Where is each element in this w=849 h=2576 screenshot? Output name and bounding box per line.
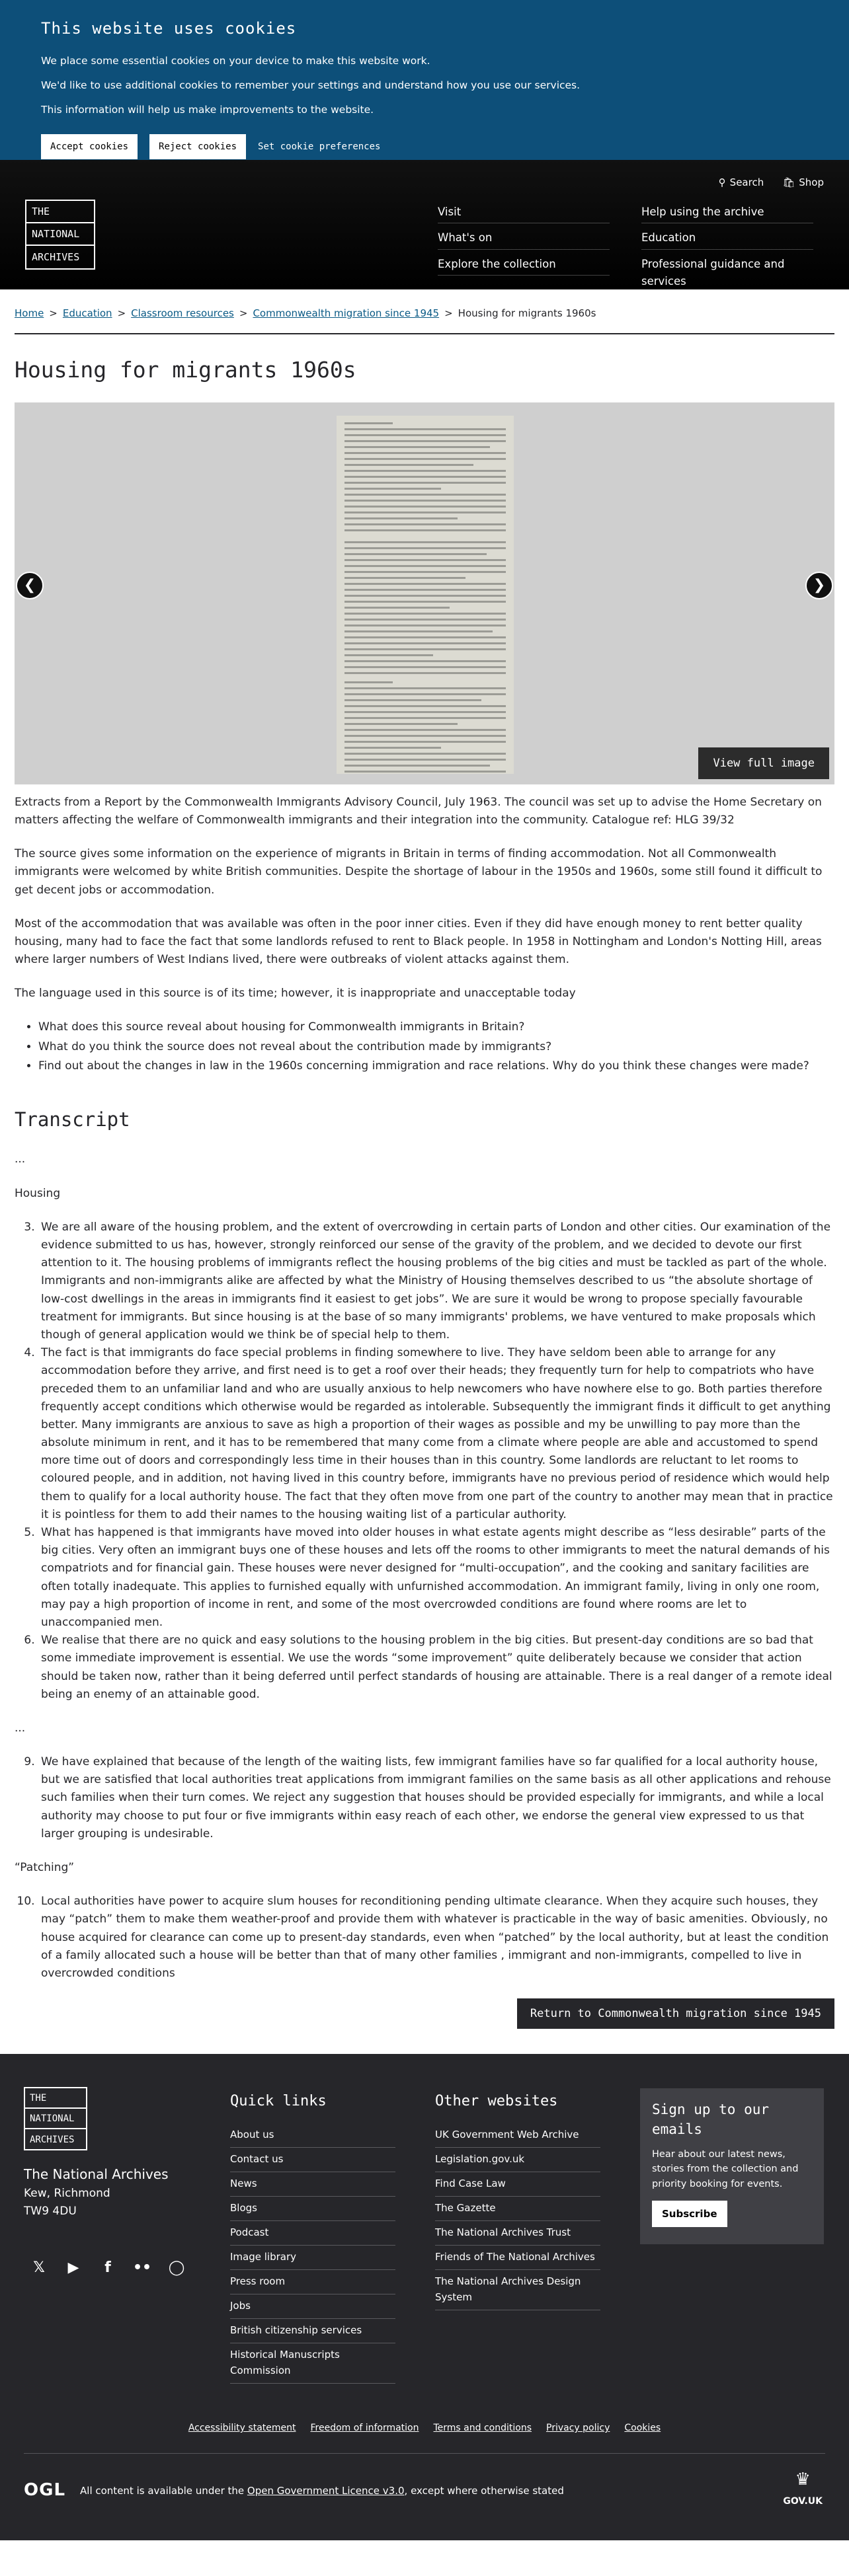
breadcrumb-commonwealth-migration[interactable]: Commonwealth migration since 1945 — [253, 307, 440, 319]
site-logo[interactable] — [25, 200, 95, 270]
shop-link[interactable] — [782, 174, 824, 190]
legal-link-privacy[interactable]: Privacy policy — [546, 2423, 610, 2434]
cookie-preferences-link[interactable]: Set cookie preferences — [258, 141, 381, 152]
logo-line-2: NATIONAL — [25, 2109, 86, 2129]
footer-link-contact[interactable]: Contact us — [230, 2148, 395, 2172]
cookie-title: This website uses cookies — [41, 19, 297, 38]
breadcrumb-education[interactable]: Education — [62, 307, 112, 319]
licence-link[interactable]: Open Government Licence v3.0 — [247, 2484, 405, 2497]
legal-link-foi[interactable]: Freedom of information — [310, 2423, 419, 2434]
footer-link-case-law[interactable]: Find Case Law — [435, 2172, 600, 2197]
subscribe-button[interactable]: Subscribe — [652, 2201, 727, 2227]
main-content — [15, 794, 834, 1075]
breadcrumb-classroom-resources[interactable]: Classroom resources — [131, 307, 234, 319]
cookie-text-2: We'd like to use additional cookies to remember your settings and understand how you use our services. — [41, 79, 581, 92]
transcript-heading: Transcript — [15, 1108, 130, 1131]
document-page-1 — [337, 416, 514, 544]
other-websites-title: Other websites — [435, 2093, 558, 2110]
transcript-list — [38, 1893, 834, 1983]
list-item: 3. We are all aware of the housing problem, and the extent of overcrowding in certain parts of London and other cities. Our examination of the evidence submitted to us has, however, strongly reinforced our sense of the gravity of the problem, and we decided to devote our first attention to it. The housing problems of immigrants reflect the housing problems of the big cities and must be tackled as part of the whole. Immigrants and non-immigrants alike are affected by what the Ministry of Housing themselves described to us “the absolute shortage of low-cost dwellings in the areas in immigrants find it easiest to get jobs”. We are sure it would be wrong to propose specially favourable treatment for immigrants. But since housing is at the base of so many immigrants' problems, we have ventured to make proposals which though of general application would we think be of special help to them. — [38, 1219, 834, 1344]
list-item: • What does this source reveal about housing for Commonwealth immigrants in Britain? — [38, 1018, 834, 1036]
govuk-label: GOV.UK — [783, 2495, 823, 2507]
facebook-icon[interactable]: f — [104, 2259, 111, 2276]
breadcrumb-separator: > — [239, 307, 248, 319]
nav-whats-on[interactable]: What's on — [438, 229, 610, 249]
cookie-text-1: We place some essential cookies on your device to make this website work. — [41, 55, 430, 67]
previous-image-button[interactable] — [16, 572, 44, 599]
return-to-collection-button[interactable]: Return to Commonwealth migration since 1945 — [517, 1998, 834, 2029]
licence-text — [80, 2483, 564, 2499]
nav-professional-guidance[interactable]: Professional guidance and services — [641, 256, 813, 293]
accept-cookies-button[interactable]: Accept cookies — [41, 134, 138, 159]
logo-line-1: THE — [25, 2088, 86, 2109]
shopping-bag-icon: 🛍 — [782, 176, 795, 188]
signup-title: Sign up to our emails — [652, 2102, 770, 2137]
search-label: Search — [729, 176, 764, 188]
document-image-viewer[interactable] — [15, 402, 834, 784]
other-websites — [435, 2090, 600, 2310]
search-icon: ⚲ — [718, 176, 726, 188]
reject-cookies-button[interactable]: Reject cookies — [149, 134, 246, 159]
intro-paragraph-2: Most of the accommodation that was available was often in the poor inner cities. Even if they did have enough money to rent better quality housing, many had to face the fact that some landlords refused to rent to Black people. In 1958 in Nottingham and London's Notting Hill, areas where larger numbers of West Indians lived, there were outbreaks of violent attacks against them. — [15, 917, 822, 967]
list-item: 6. We realise that there are no quick and easy solutions to the housing problem in the big cities. But present-day conditions are so bad that some immediate improvement is essential. We use the words “some improvement” quite deliberately because we consider that action should be taken now, rather than it being deferred until perfect standards of housing are attainable. There is a real danger of a remote ideal being an enemy of an attainable good. — [38, 1632, 834, 1704]
intro-paragraph-1: The source gives some information on the experience of migrants in Britain in terms of finding accommodation. Not all Commonwealth immigrants were welcomed by white British communities. Despite the shortage of labour in the 1950s and 1960s, some still found it difficult to get decent jobs or accommodation. — [15, 847, 823, 897]
footer-link-gazette[interactable]: The Gazette — [435, 2197, 600, 2221]
crown-icon: ♛ — [795, 2470, 811, 2490]
list-item: • Find out about the changes in law in the 1960s concerning immigration and race relations. Why do you think these changes were made? — [38, 1057, 834, 1075]
legal-link-cookies[interactable]: Cookies — [624, 2423, 661, 2434]
nav-help-archive[interactable]: Help using the archive — [641, 204, 813, 223]
quick-links — [230, 2090, 395, 2384]
list-item: 5. What has happened is that immigrants have moved into older houses in what estate agents might describe as “less desirable” parts of the big cities. Very often an immigrant buys one of these houses and lets off the rooms to other immigrants to meet the natural demands of his compatriots and for financial gain. These houses were never designed for “multi-occupation”, and the cooking and sanitary facilities are often totally inadequate. This applies to furnished equally with unfurnished accommodation. An immigrant family, living in only one room, may pay a high proportion of income in rent, and some of the most overcrowded conditions are found where rooms are let to unaccompanied men. — [38, 1524, 834, 1632]
questions-list — [38, 1018, 834, 1075]
breadcrumb-separator: > — [49, 307, 58, 319]
footer-link-hmc[interactable]: Historical Manuscripts Commission — [230, 2343, 395, 2384]
licence-text-pre: All content is available under the — [80, 2484, 247, 2497]
transcript-body — [15, 1151, 834, 1983]
search-link[interactable] — [719, 174, 764, 190]
footer-link-podcast[interactable]: Podcast — [230, 2221, 395, 2246]
breadcrumb-current: Housing for migrants 1960s — [458, 307, 596, 319]
chevron-left-icon: ❮ — [23, 577, 36, 594]
footer-link-trust[interactable]: The National Archives Trust — [435, 2221, 600, 2246]
transcript-subheading-patching: “Patching” — [15, 1861, 75, 1874]
page-title: Housing for migrants 1960s — [15, 357, 356, 383]
address-line-2: TW9 4DU — [24, 2205, 77, 2218]
legal-link-terms[interactable]: Terms and conditions — [433, 2423, 532, 2434]
footer-link-press-room[interactable]: Press room — [230, 2270, 395, 2294]
nav-visit[interactable]: Visit — [438, 204, 610, 223]
utility-links — [719, 174, 824, 190]
signup-text: Hear about our latest news, stories from the collection and priority booking for events. — [652, 2148, 799, 2189]
youtube-icon[interactable]: ▶ — [67, 2259, 79, 2276]
footer-link-friends[interactable]: Friends of The National Archives — [435, 2246, 600, 2270]
legal-links — [0, 2421, 849, 2435]
transcript-ellipsis: ... — [15, 1721, 26, 1735]
footer-link-news[interactable]: News — [230, 2172, 395, 2197]
list-item: • What do you think the source does not reveal about the contribution made by immigrants? — [38, 1038, 834, 1056]
shop-label: Shop — [799, 176, 824, 188]
transcript-ellipsis: ... — [15, 1153, 26, 1166]
chevron-right-icon: ❯ — [813, 577, 826, 594]
footer-link-design-system[interactable]: The National Archives Design System — [435, 2270, 600, 2310]
cookie-actions — [41, 134, 808, 159]
document-page-2 — [337, 535, 514, 675]
language-notice: The language used in this source is of its time; however, it is inappropriate and unacceptable today — [15, 987, 576, 1001]
main-nav-left — [438, 204, 610, 276]
footer-divider — [24, 2453, 825, 2454]
x-icon[interactable]: 𝕏 — [33, 2259, 45, 2276]
footer-link-citizenship[interactable]: British citizenship services — [230, 2319, 395, 2343]
transcript-list — [38, 1219, 834, 1704]
organisation-name: The National Archives — [24, 2166, 169, 2183]
list-item: 10. Local authorities have power to acquire slum houses for reconditioning pending ultimate clearance. When they acquire such houses, they may “patch” them to make them weather-proof and provide them with whatever is practicable in the way of basic amenities. Obviously, no house acquired for clearance can come up to present-day standards, even when “patched” by the local authority, but at least the condition of a family allocated such a house will be better than that of many other families , immigrant and non-immigrants, compelled to live in overcrowded conditions — [38, 1893, 834, 1983]
image-caption: Extracts from a Report by the Commonwealth Immigrants Advisory Council, July 1963. The council was set up to advise the Home Secretary on matters affecting the welfare of Commonwealth immigrants and their integration into the community. Catalogue ref: HLG 39/32 — [15, 795, 822, 827]
social-links — [29, 2257, 186, 2277]
cookie-text-3: This information will help us make improvements to the website. — [41, 103, 374, 116]
footer-address — [24, 2164, 169, 2220]
flickr-icon[interactable]: •• — [132, 2259, 152, 2276]
footer-logo[interactable] — [24, 2087, 87, 2150]
footer-link-image-library[interactable]: Image library — [230, 2246, 395, 2270]
footer-link-jobs[interactable]: Jobs — [230, 2294, 395, 2319]
transcript-subheading-housing: Housing — [15, 1186, 61, 1200]
govuk-logo[interactable] — [783, 2466, 823, 2509]
footer-link-blogs[interactable]: Blogs — [230, 2197, 395, 2221]
legal-link-accessibility[interactable]: Accessibility statement — [188, 2423, 296, 2434]
next-image-button[interactable] — [805, 572, 833, 599]
nav-explore-collection[interactable]: Explore the collection — [438, 256, 610, 276]
logo-line-3: ARCHIVES — [32, 250, 80, 263]
address-line-1: Kew, Richmond — [24, 2187, 110, 2201]
main-nav-right — [641, 204, 813, 293]
site-header — [0, 160, 849, 289]
licence-text-post: , except where otherwise stated — [404, 2484, 564, 2497]
breadcrumb — [15, 289, 834, 334]
breadcrumb-separator: > — [117, 307, 126, 319]
site-footer — [0, 2054, 849, 2540]
quick-links-title: Quick links — [230, 2093, 327, 2110]
breadcrumb-home[interactable]: Home — [15, 307, 44, 319]
ogl-logo: OGL — [24, 2480, 66, 2501]
document-page-3 — [337, 675, 514, 774]
footer-link-web-archive[interactable]: UK Government Web Archive — [435, 2123, 600, 2148]
nav-education[interactable]: Education — [641, 229, 813, 249]
email-signup — [640, 2088, 824, 2244]
list-item: 4. The fact is that immigrants do face special problems in finding somewhere to live. They have seldom been able to arrange for any accommodation before they arrive, and first need is to get a roof over their heads; they frequently turn for help to compatriots who have preceded them to an unfamiliar land and who are usually anxious to help newcomers who have nowhere else to go. Both parties therefore frequently accept conditions which otherwise would be regarded as intolerable. Subsequently the immigrant finds it difficult to get anything better. Many immigrants are anxious to save as high a proportion of their wages as possible and my be unwilling to pay more than the absolute minimum in rent, and it has to be remembered that many come from a climate where people are able and accustomed to spend more time out of doors and correspondingly less time in their houses than in this country. Some landlords are reluctant to let rooms to coloured people, and in addition, not having lived in this country before, immigrants have no previous period of residence which would help them to qualify for a local authority house. The fact that they often move from one part of the country to another may mean that in practice it is pointless for them to add their names to the housing waiting list of a particular authority. — [38, 1344, 834, 1524]
licence-statement — [24, 2477, 564, 2505]
list-item: 9. We have explained that because of the length of the waiting lists, few immigrant families have so far qualified for a local authority house, but we are satisfied that local authorities treat applications from immigrant families on the same basis as all other applications and rehouse such families when their turn comes. We reject any suggestion that houses should be provided especially for immigrants, and while a local authority may choose to put four or five immigrants within easy reach of each other, we endorse the general view expressed to us that larger grouping is undesirable. — [38, 1753, 834, 1843]
instagram-icon[interactable]: ◯ — [168, 2259, 185, 2276]
view-full-image-button[interactable]: View full image — [698, 747, 829, 779]
footer-link-about[interactable]: About us — [230, 2123, 395, 2148]
footer-link-legislation[interactable]: Legislation.gov.uk — [435, 2148, 600, 2172]
transcript-list — [38, 1753, 834, 1843]
breadcrumb-separator: > — [444, 307, 453, 319]
logo-line-1: THE — [26, 201, 94, 223]
logo-line-3: ARCHIVES — [30, 2134, 75, 2145]
cookie-banner — [0, 0, 849, 160]
logo-line-2: NATIONAL — [26, 223, 94, 246]
